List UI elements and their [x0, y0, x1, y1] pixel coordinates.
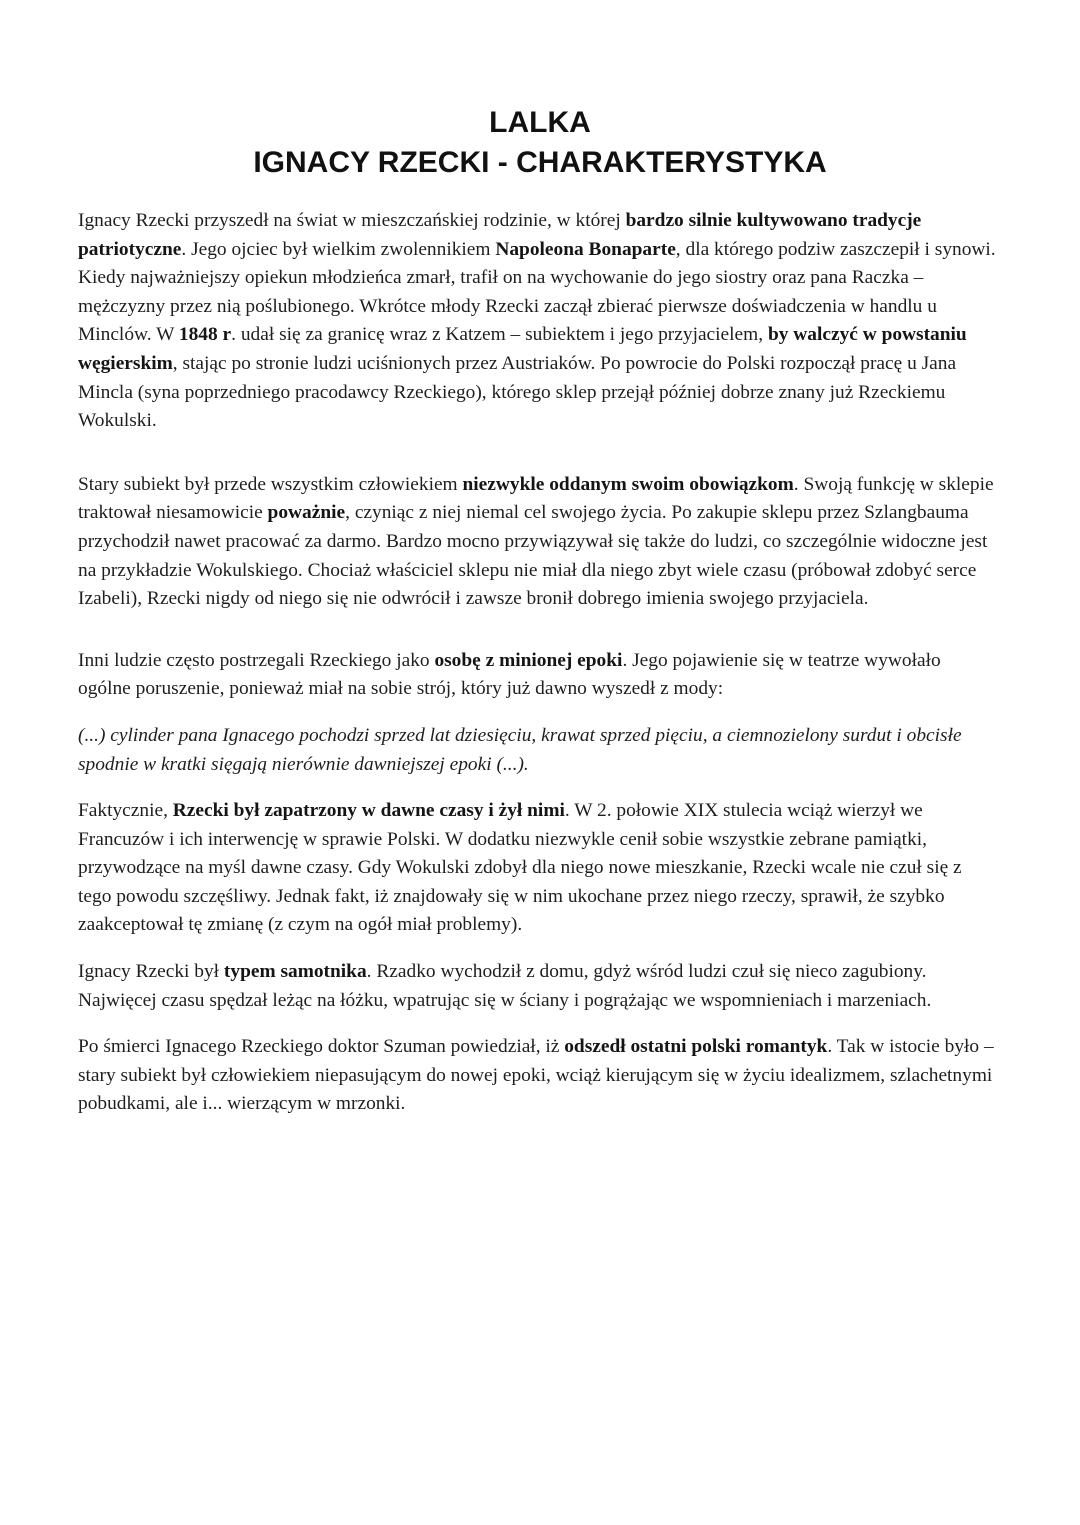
- text-run: , czyniąc z niej niemal cel swojego życia. Po zakupie sklepu przez Szlangbauma przychodził nawet pracować za darmo. Bardzo mocno przywiązywał się także do ludzi, co szczególnie widoczne jest na przykładzie Wokulskiego. Chociaż właściciel sklepu nie miał dla niego zbyt wiele czasu (próbował zdobyć serce Izabeli), Rzecki nigdy od niego się nie odwrócił i zawsze bronił dobrego imienia swojego przyjaciela.: [78, 502, 988, 610]
- text-run: Ignacy Rzecki był: [78, 961, 224, 983]
- text-run: . Jego pojawienie się w teatrze wywołało ogólne poruszenie, ponieważ miał na sobie strój, który już dawno wyszedł z mody:: [78, 649, 941, 700]
- text-run: . Swoją funkcję w sklepie traktował niesamowicie: [78, 473, 994, 524]
- body-paragraph: [78, 797, 998, 940]
- bold-phrase: niezwykle oddanym swoim obowiązkom: [462, 473, 794, 495]
- text-run: . Tak w istocie było – stary subiekt był człowiekiem niepasującym do nowej epoki, wciąż kierującym się w życiu idealizmem, szlachetnymi pobudkami, ale i... wierzącym w mrzonki.: [78, 1036, 994, 1115]
- body-paragraph: [78, 958, 998, 1015]
- quote-paragraph: [78, 722, 998, 779]
- document-body: [78, 207, 998, 1119]
- text-run: , dla którego podziw zaszczepił i synowi. Kiedy najważniejszy opiekun młodzieńca zmarł, trafił on na wychowanie do jego siostry oraz pana Raczka – mężczyzny przez nią poślubionego. Wkrótce młody Rzecki zaczął zbierać pierwsze doświadczenia w handlu u Minclów. W: [78, 238, 996, 346]
- bold-phrase: typem samotnika: [223, 961, 367, 983]
- bold-phrase: odszedł ostatni polski romantyk: [564, 1036, 828, 1058]
- title-line-book: LALKA: [489, 106, 591, 139]
- text-run: . Rzadko wychodził z domu, gdyż wśród ludzi czuł się nieco zagubiony. Najwięcej czasu spędzał leżąc na łóżku, wpatrując się w ściany i pogrążając we wspomnieniach i marzeniach.: [78, 961, 932, 1011]
- text-run: Inni ludzie często postrzegali Rzeckiego jako: [78, 649, 435, 671]
- title-line-subject: IGNACY RZECKI - CHARAKTERYSTYKA: [253, 146, 827, 179]
- text-run: Faktycznie,: [78, 800, 173, 822]
- text-run: (...) cylinder pana Ignacego pochodzi sprzed lat dziesięciu, krawat sprzed pięciu, a ciemnozielony surdut i obcisłe spodnie w kratki sięgają nierównie dawniejszej epoki (...).: [78, 724, 962, 775]
- bold-phrase: osobę z minionej epoki: [434, 649, 623, 671]
- bold-phrase: by walczyć w powstaniu węgierskim: [78, 324, 967, 374]
- text-run: . Jego ojciec był wielkim zwolennikiem: [181, 238, 496, 260]
- document-title: [0, 103, 1080, 183]
- body-paragraph: [78, 471, 998, 614]
- text-run: . udał się za granicę wraz z Katzem – subiektem i jego przyjacielem,: [231, 324, 768, 346]
- text-run: Stary subiekt był przede wszystkim człowiekiem: [78, 473, 463, 495]
- text-run: Ignacy Rzecki przyszedł na świat w mieszczańskiej rodzinie, w której: [78, 210, 626, 231]
- body-paragraph: [78, 207, 998, 436]
- text-run: . W 2. połowie XIX stulecia wciąż wierzył we Francuzów i ich interwencję w sprawie Polski. W dodatku niezwykle cenił sobie wszystkie zebrane pamiątki, przywodzące na myśl dawne czasy. Gdy Wokulski zdobył dla niego nowe mieszkanie, Rzecki wcale nie czuł się z tego powodu szczęśliwy. Jednak fakt, iż znajdowały się w nim ukochane przez niego rzeczy, sprawił, że szybko zaakceptował tę zmianę (z czym na ogół miał problemy).: [78, 800, 962, 936]
- bold-phrase: Napoleona Bonaparte: [495, 238, 676, 260]
- text-run: Po śmierci Ignacego Rzeckiego doktor Szuman powiedział, iż: [78, 1036, 565, 1058]
- text-run: , stając po stronie ludzi uciśnionych przez Austriaków. Po powrocie do Polski rozpoczął pracę u Jana Mincla (syna poprzedniego pracodawcy Rzeckiego), którego sklep przejął później dobrze znany już Rzeckiemu Wokulski.: [78, 352, 957, 432]
- bold-phrase: 1848 r: [178, 324, 232, 346]
- body-paragraph: [78, 647, 998, 704]
- body-paragraph: [78, 1033, 998, 1119]
- bold-phrase: bardzo silnie kultywowano tradycje patriotyczne: [78, 210, 922, 260]
- bold-phrase: poważnie: [267, 502, 346, 524]
- bold-phrase: Rzecki był zapatrzony w dawne czasy i żył nimi: [172, 800, 565, 822]
